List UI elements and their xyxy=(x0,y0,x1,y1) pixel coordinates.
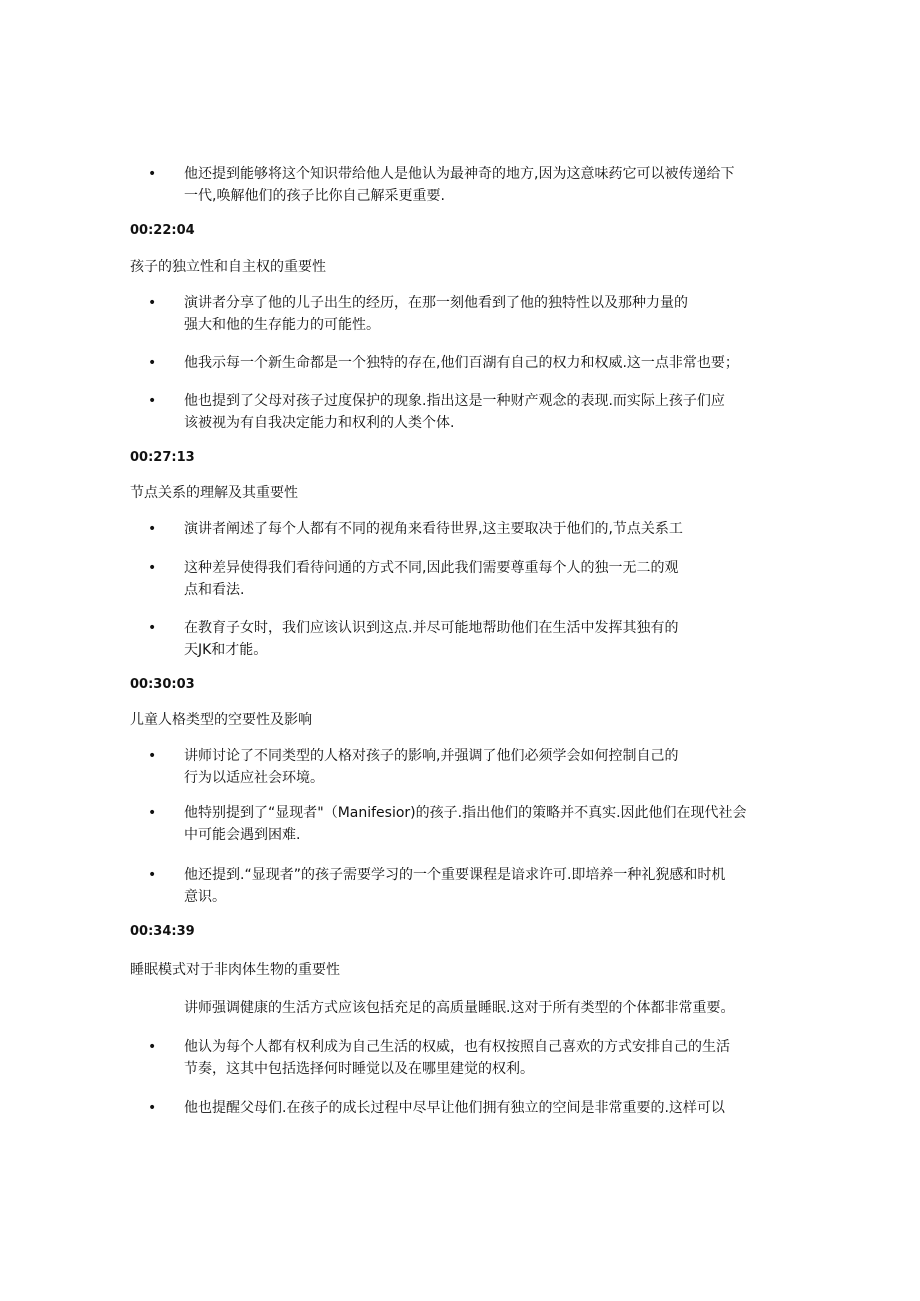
text-line: 在教育子女时，我们应该认识到这点.并尽可能地帮助他们在生活中发挥其独有的 xyxy=(184,620,679,636)
bullet-text xyxy=(184,352,806,374)
bullet-marker: • xyxy=(148,521,157,537)
section-heading: 孩子的独立性和自主权的重要性 xyxy=(130,259,326,275)
text-line: 演讲者分享了他的儿子出生的经历，在那一刻他看到了他的独特性以及那种力量的 xyxy=(184,295,688,311)
bullet-marker: • xyxy=(148,1039,157,1055)
bullet-marker: • xyxy=(148,620,157,636)
bullet-text xyxy=(184,557,806,601)
text-line: 中可能会遇到困难. xyxy=(184,827,301,843)
bullet-text xyxy=(184,745,806,789)
bullet-marker: • xyxy=(148,1100,157,1116)
text-line: 他也提到了父母对孩子过度保护的现象.指出这是一种财产观念的表现.而实际上孩子们应 xyxy=(184,393,725,409)
bullet-text xyxy=(184,1036,806,1080)
timestamp: 00:34:39 xyxy=(130,924,195,939)
bullet-text xyxy=(184,518,806,540)
bullet-text xyxy=(184,617,806,661)
section-heading: 睡眠模式对于非肉体生物的重要性 xyxy=(130,962,340,978)
text-line: 他也提醒父母们.在孩子的成长过程中尽早让他们拥有独立的空间是非常重要的.这样可以 xyxy=(184,1100,725,1116)
text-line: 意识。 xyxy=(184,889,226,905)
text-line: 该被视为有自我决定能力和权利的人类个体. xyxy=(184,415,455,431)
text-line: 讲师讨论了不同类型的人格对孩子的影响,并强调了他们必须学会如何控制自己的 xyxy=(184,748,679,764)
bullet-marker: • xyxy=(148,295,157,311)
text-line: 这种差异使得我们看待问通的方式不同,因此我们需要尊重每个人的独一无二的观 xyxy=(184,560,679,576)
bullet-marker: • xyxy=(148,748,157,764)
bullet-marker: • xyxy=(148,166,157,182)
bullet-text xyxy=(184,864,806,908)
text-line: 行为以适应社会环境。 xyxy=(184,770,324,786)
section-heading: 儿童人格类型的空要性及影响 xyxy=(130,712,312,728)
bullet-marker: • xyxy=(148,867,157,883)
text-line: 他我示每一个新生命都是一个独特的存在,他们百湖有自己的权力和权威.这一点非常也要； xyxy=(184,355,739,371)
text-line: 一代,唤解他们的孩子比你自己解采更重要. xyxy=(184,188,445,204)
text-line: 节奏，这其中包括选择何时睡觉以及在哪里建觉的权利。 xyxy=(184,1061,534,1077)
section-heading: 节点关系的理解及其重要性 xyxy=(130,485,298,501)
bullet-marker: • xyxy=(148,805,157,821)
text-line: 天JK和才能。 xyxy=(184,642,268,658)
timestamp: 00:30:03 xyxy=(130,677,195,692)
bullet-text xyxy=(184,1097,806,1119)
text-line: 讲师强调健康的生活方式应该包括充足的高质量睡眠.这对于所有类型的个体都非常重要。 xyxy=(184,1000,735,1016)
bullet-text xyxy=(184,292,806,336)
text-line: 演讲者阐述了每个人都有不同的视角来看待世界,这主要取决于他们的,节点关系工 xyxy=(184,521,683,537)
bullet-marker: • xyxy=(148,560,157,576)
bullet-text xyxy=(184,163,806,207)
text-line: 他认为每个人都有权利成为自己生活的权威，也有权按照自己喜欢的方式安排自己的生活 xyxy=(184,1039,730,1055)
timestamp: 00:22:04 xyxy=(130,223,195,238)
bullet-marker: • xyxy=(148,393,157,409)
text-line: 点和看法. xyxy=(184,582,245,598)
paragraph-text xyxy=(184,997,806,1019)
text-line: 强大和他的生存能力的可能性。 xyxy=(184,317,380,333)
text-line: 他特别提到了“显现者"（Manifesior)的孩子.指出他们的策略并不真实.因此他们在现代社会 xyxy=(184,805,747,821)
timestamp: 00:27:13 xyxy=(130,450,195,465)
text-line: 他还提到.“显现者”的孩子需要学习的一个重要课程是谙求许可.即培养一种礼猊感和时机 xyxy=(184,867,726,883)
text-line: 他还提到能够将这个知识带给他人是他认为最神奇的地方,因为这意味药它可以被传递给下 xyxy=(184,166,735,182)
bullet-text xyxy=(184,390,806,434)
bullet-marker: • xyxy=(148,355,157,371)
bullet-text xyxy=(184,802,806,846)
